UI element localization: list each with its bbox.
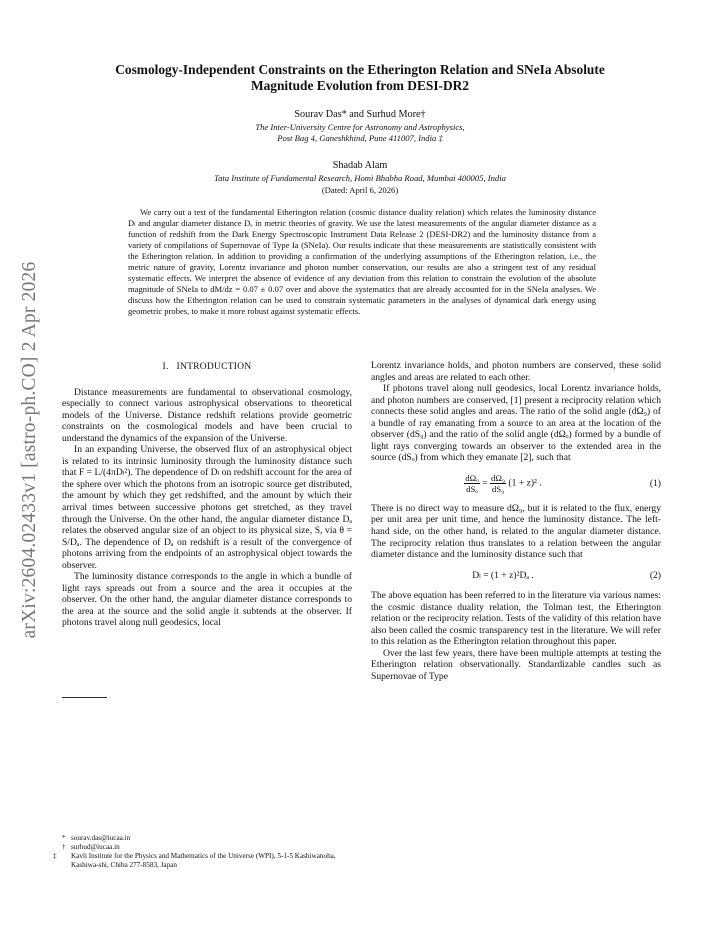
- equation-2: [371, 570, 661, 582]
- footnotes: [53, 834, 352, 870]
- rhs-numerator: dΩ₉: [490, 472, 505, 483]
- equation-2-body: Dₗ = (1 + z)²Dₐ .: [472, 569, 534, 581]
- footnote: [62, 843, 352, 852]
- lhs-fraction: [464, 473, 479, 494]
- authors: Sourav Das* and Surhud More†: [294, 109, 426, 120]
- right-column: [371, 360, 661, 683]
- title-line-1: Cosmology-Independent Constraints on the Etherington Relation and SNeIa Absolute: [115, 62, 605, 77]
- equation-number: (1): [649, 477, 661, 489]
- paragraph: Distance measurements are fundamental to observational cosmology, especially to connect various astrophysical observations to theoretical models of the Universe. Distance redshift relations provide geometric constraints on the cosmological models and have been crucial to understand the dynamics of the expansion of the Universe.: [62, 386, 352, 444]
- section-title: INTRODUCTION: [176, 361, 252, 372]
- footnote-text: sourav.das@iucaa.in: [71, 834, 131, 842]
- affiliation-2: Tata Institute of Fundamental Research, Homi Bhabha Road, Mumbai 400005, India: [214, 173, 506, 183]
- arxiv-stamp: [10, 230, 50, 670]
- author-2: Shadab Alam: [332, 160, 388, 171]
- footnote-mark: †: [62, 843, 66, 851]
- affiliation-1: [60, 122, 660, 144]
- equals-sign: =: [482, 477, 488, 489]
- rhs-fraction: [490, 473, 506, 494]
- footnote-text: Kavli Institute for the Physics and Mathematics of the Universe (WPI), 5-1-5 Kashiwanoha, Kashiwa-shi, Chiba 277-8583, Japan: [71, 852, 336, 869]
- paragraph: The above equation has been referred to in the literature via various names: the cosmic distance duality relation, the Tolman test, the Etherington relation or the reciprocity relation. Tests of the validity of this relation have also been called the cosmic transparency test in the literature. We will refer to this relation as the Etherington relation throughout this paper.: [371, 590, 661, 648]
- abstract-text: We carry out a test of the fundamental Etherington relation (cosmic distance duality relation) which relates the luminosity distance Dₗ and angular diameter distance Dₐ in metric theories of gravity. We use the latest measurements of the angular diameter distance as a function of redshift from the Dark Energy Spectroscopic Instrument Data Release 2 (DESI-DR2) and the luminosity distance from a variety of compilations of Supernovae of Type Ia (SNeIa). Our results indicate that these measurements are statistically consistent with the Etherington relation. In addition to providing a confirmation of the underlying assumptions of the Etherington relation, i.e., the metric nature of gravity, Lorentz invariance and photon number conservation, our results are also a stringent test of any residual systematic effects. We interpret the absence of evidence of any deviation from this relation to constrain the evolution of the absolute magnitude of SNeIa to dM/dz = 0.07 ± 0.07 over and above the systematics that are already accounted for in the SNeIa analyses. We discuss how the Etherington relation can be used to constrain systematic parameters in the analyses of dynamical dark energy using geometric probes, to make it more robust against systematic effects.: [128, 207, 596, 317]
- title-line-2: Magnitude Evolution from DESI-DR2: [250, 78, 470, 93]
- paragraph: The luminosity distance corresponds to the angle in which a bundle of light rays spreads out from a source and the area it occupies at the observer. On the other hand, the angular diameter distance corresponds to the area at the source and the solid angle it subtends at the observer. If photons travel along null geodesics, local: [62, 571, 352, 629]
- paragraph: There is no direct way to measure dΩ₉, but it is related to the flux, energy per unit area per unit time, and hence the luminosity distance. The left-hand side, on the other hand, is related to the angular diameter distance. The reciprocity relation thus translates to a relation between the angular diameter distance and the luminosity distance such that: [371, 502, 661, 561]
- paragraph: Lorentz invariance holds, and photon numbers are conserved, these solid angles and areas are related to each other.: [371, 360, 661, 383]
- section-number: I.: [162, 361, 169, 372]
- paragraph: Over the last few years, there have been multiple attempts at testing the Etherington relation observationally. Standardizable candles such as Supernovae of Type: [371, 647, 661, 683]
- paragraph: If photons travel along null geodesics, local Lorentz invariance holds, and photon numbers are conserved, [1] present a reciprocity relation which connects these solid angles and areas. The ratio of the solid angle (dΩ₉) of a bundle of ray emanating from a source to an area at the location of the observer (dS₉) and the ratio of the solid angle (dΩₒ) formed by a bundle of light rays converging towards an observer to the extended area in the source (dSₒ) from which they emanate [2], such that: [371, 383, 661, 464]
- date: (Dated: April 6, 2026): [321, 185, 399, 195]
- equation-1: [371, 473, 661, 494]
- paragraph: In an expanding Universe, the observed flux of an astrophysical object is related to its intrinsic luminosity through the luminosity distance such that F = L/(4πDₗ²). The dependence of Dₗ on redshift account for the area of the sphere over which the photons from an isotropic source get distributed, the amount by which they get redshifted, and the amount by which their arrival times between successive photons get stretched, as they travel through the Universe. On the other hand, the angular diameter distance Dₐ relates the observed angular size of an object to its physical size, S, via θ = S/Dₐ. The dependence of Dₐ on redshift is a result of the convergence of photons arriving from the endpoints of an astrophysical object towards the observer.: [62, 444, 352, 571]
- left-column: [62, 361, 352, 629]
- footnote-rule: [62, 697, 107, 698]
- abstract: [128, 207, 596, 317]
- lhs-numerator: dΩₒ: [465, 472, 479, 483]
- paper-title: [60, 62, 660, 94]
- arxiv-id: arXiv:2604.02433v1 [astro-ph.CO] 2 Apr 2026: [19, 261, 40, 639]
- equation-number: (2): [649, 569, 661, 581]
- footnote-text: surhud@iucaa.in: [71, 843, 120, 851]
- section-heading: [62, 361, 352, 373]
- rhs-tail: (1 + z)² .: [508, 477, 542, 489]
- affiliation-1-line-1: The Inter-University Centre for Astronomy and Astrophysics,: [255, 122, 465, 132]
- affiliation-1-line-2: Post Bag 4, Ganeshkhind, Pune 411007, India ‡: [277, 133, 443, 143]
- equation-1-body: [371, 473, 635, 494]
- footnote: [62, 834, 352, 843]
- footnote-mark: *: [62, 834, 66, 842]
- footnote: [53, 852, 352, 870]
- lhs-denominator: dSₒ: [466, 483, 478, 494]
- rhs-denominator: dS₉: [491, 483, 505, 494]
- footnote-mark: ‡: [53, 852, 57, 860]
